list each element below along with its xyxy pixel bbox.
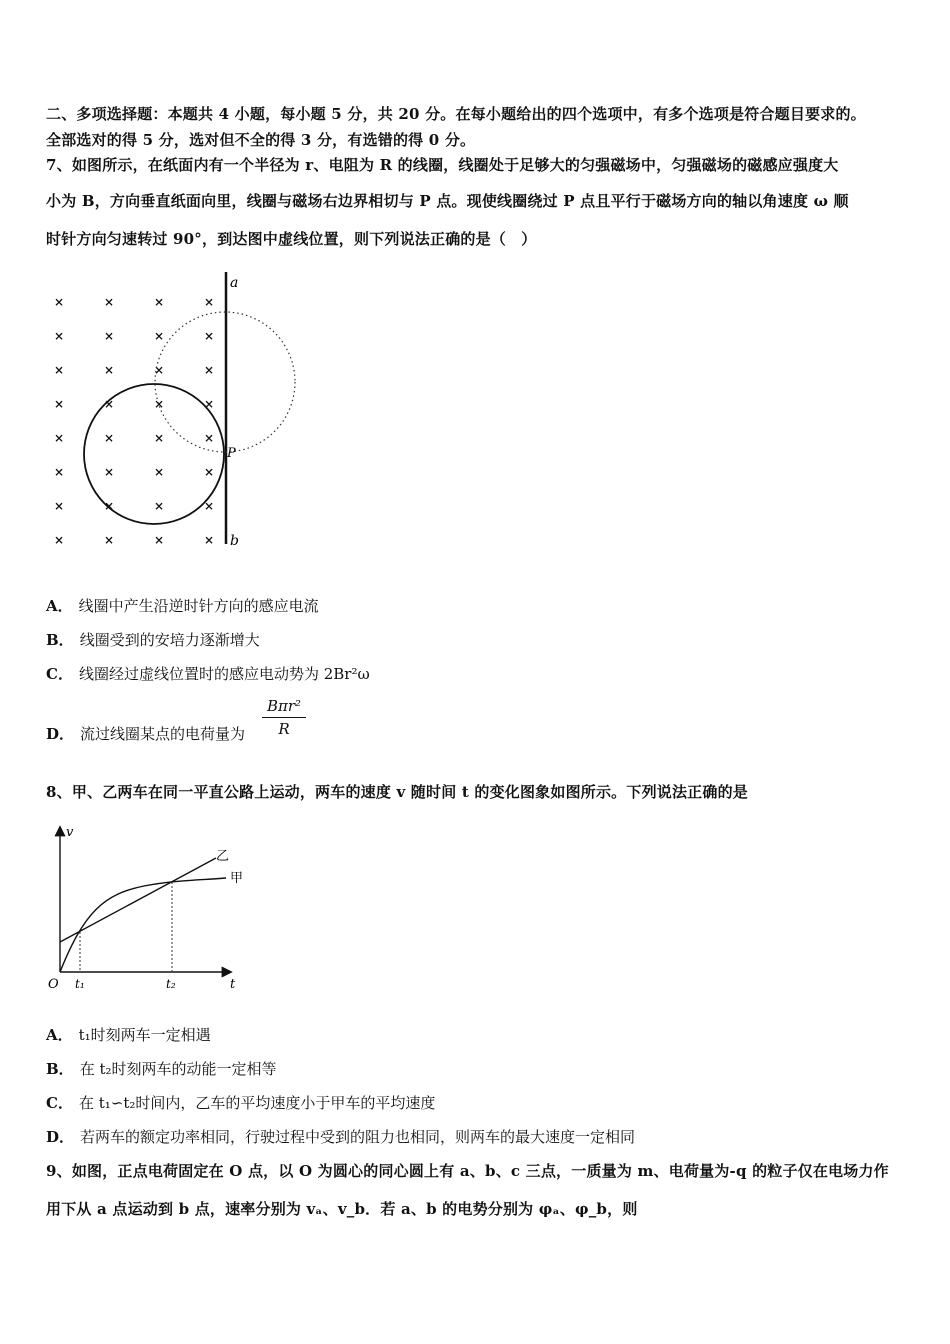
field-x-mark: × [104,329,115,343]
q7-option-c[interactable] [46,663,370,684]
q7-text-line2: 小为 B，方向垂直纸面向里，线圈与磁场右边界相切与 P 点。现使线圈绕过 P 点且平行于磁场方向的轴以角速度 ω 顺 [46,192,849,210]
field-x-mark: × [204,329,215,343]
option-text: t₁时刻两车一定相遇 [78,1026,211,1044]
field-x-mark: × [54,397,65,411]
magnetic-field-marks [54,295,214,547]
field-x-mark: × [54,329,65,343]
q8-text-line1: 8、甲、乙两车在同一平直公路上运动，两车的速度 v 随时间 t 的变化图象如图所示。下列说法正确的是 [46,783,748,801]
q8-option-a[interactable] [46,1024,211,1045]
field-x-mark: × [104,397,115,411]
option-text: 在 t₂时刻两车的动能一定相等 [79,1060,277,1078]
field-x-mark: × [154,295,165,309]
q8-option-b[interactable] [46,1058,277,1079]
field-x-mark: × [104,465,115,479]
field-x-mark: × [154,465,165,479]
option-text: 流过线圈某点的电荷量为 [80,725,246,743]
q7-option-d[interactable] [46,723,245,744]
field-x-mark: × [154,499,165,513]
section-header-line2: 全部选对的得 5 分，选对但不全的得 3 分，有选错的得 0 分。 [46,131,476,149]
series-yi-line [60,858,216,942]
option-label: B． [46,631,74,649]
option-label: B． [46,1060,74,1078]
field-x-mark: × [104,533,115,547]
series-jia-curve [60,878,226,972]
q7-option-d-fraction [262,697,306,738]
field-x-mark: × [154,533,165,547]
field-x-mark: × [154,397,165,411]
field-x-mark: × [204,465,215,479]
q7-option-b[interactable] [46,629,260,650]
series-jia-label: 甲 [230,871,244,886]
q7-figure [40,268,320,558]
origin-label: O [48,977,59,992]
x-axis-label: t [230,977,236,992]
field-x-mark: × [204,499,215,513]
option-label: C． [46,665,73,683]
q7-option-a[interactable] [46,595,319,616]
field-x-mark: × [54,363,65,377]
field-x-mark: × [204,533,215,547]
field-x-mark: × [54,465,65,479]
y-axis-label: v [66,825,74,840]
field-x-mark: × [204,397,215,411]
fraction-numerator: Bπr² [262,697,306,718]
label-b: b [230,533,239,549]
option-text: 线圈受到的安培力逐渐增大 [79,631,260,649]
field-x-mark: × [54,499,65,513]
field-x-mark: × [204,363,215,377]
field-x-mark: × [154,363,165,377]
q7-text-line1: 7、如图所示，在纸面内有一个半径为 r、电阻为 R 的线圈，线圈处于足够大的匀强磁场中，匀强磁场的磁感应强度大 [46,156,839,174]
fraction-denominator: R [278,720,290,738]
field-x-mark: × [204,431,215,445]
field-x-mark: × [104,431,115,445]
q8-option-c[interactable] [46,1092,435,1113]
label-p: P [227,446,236,461]
tick-t2: t₂ [166,977,176,991]
field-x-mark: × [104,499,115,513]
q9-text-line1: 9、如图，正点电荷固定在 O 点，以 O 为圆心的同心圆上有 a、b、c 三点，一质量为 m、电荷量为-q 的粒子仅在电场力作 [46,1162,889,1180]
option-label: A． [46,597,73,615]
label-a: a [230,275,239,291]
option-label: C． [46,1094,73,1112]
field-x-mark: × [104,295,115,309]
field-x-mark: × [154,431,165,445]
q9-text-line2: 用下从 a 点运动到 b 点，速率分别为 vₐ、v_b．若 a、b 的电势分别为 φₐ、φ_b，则 [46,1200,638,1218]
field-x-mark: × [54,295,65,309]
option-text: 若两车的额定功率相同，行驶过程中受到的阻力也相同，则两车的最大速度一定相同 [80,1128,636,1146]
tick-t1: t₁ [75,977,85,991]
q7-text-line3: 时针方向匀速转过 90°，到达图中虚线位置，则下列说法正确的是（ ） [46,230,537,248]
option-label: D． [46,725,75,743]
option-label: D． [46,1128,75,1146]
field-x-mark: × [54,533,65,547]
field-x-mark: × [154,329,165,343]
q8-option-d[interactable] [46,1126,635,1147]
option-text: 线圈中产生沿逆时针方向的感应电流 [78,597,319,615]
series-yi-label: 乙 [216,849,230,864]
option-text: 在 t₁∽t₂时间内，乙车的平均速度小于甲车的平均速度 [78,1094,436,1112]
field-x-mark: × [104,363,115,377]
option-text: 线圈经过虚线位置时的感应电动势为 2Br²ω [78,665,370,683]
option-label: A． [46,1026,73,1044]
section-header-line1: 二、多项选择题：本题共 4 小题，每小题 5 分，共 20 分。在每小题给出的四个选项中，有多个选项是符合题目要求的。 [46,105,866,123]
q8-figure [44,822,254,994]
field-x-mark: × [204,295,215,309]
field-x-mark: × [54,431,65,445]
